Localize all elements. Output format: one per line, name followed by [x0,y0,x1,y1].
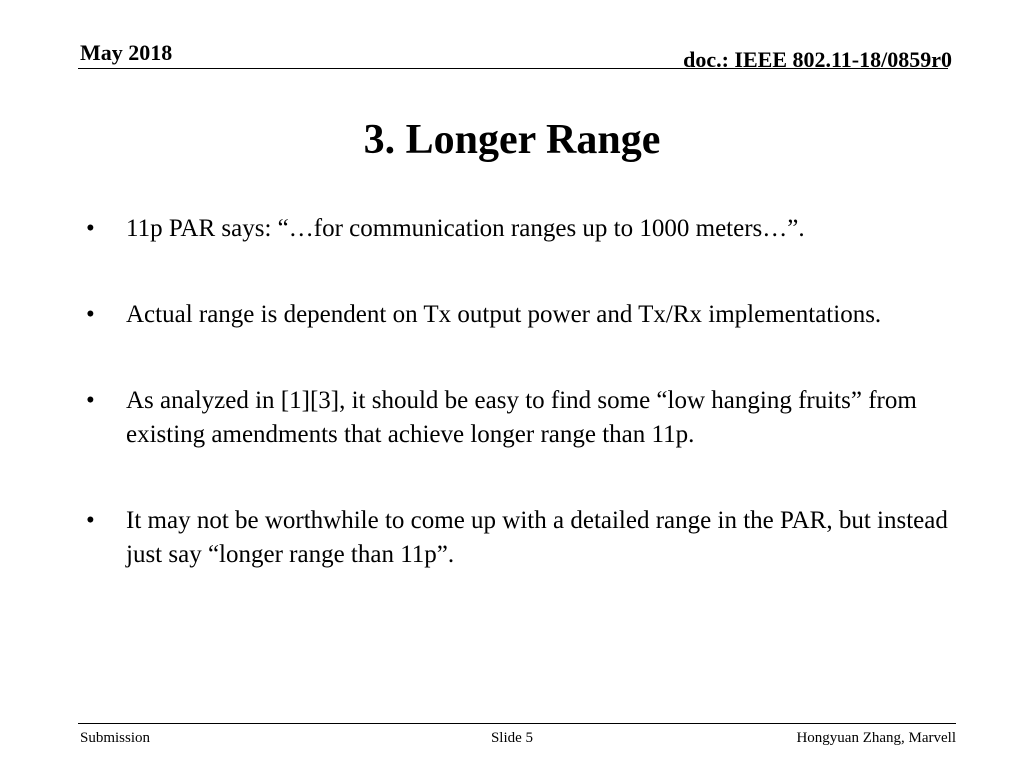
bullet-item [86,298,966,332]
header-date: May 2018 [80,40,173,65]
bullet-marker: • [86,387,95,414]
bullet-item [86,504,966,572]
header-divider [78,68,948,69]
footer-divider [78,723,956,724]
bullet-marker: • [86,215,95,242]
slide-title: 3. Longer Range [363,117,661,163]
header-doc-id: doc.: IEEE 802.11-18/0859r0 [683,47,952,72]
bullet-text: It may not be worthwhile to come up with a detailed range in the PAR, but instead just say “longer range than 11p”. [126,507,948,568]
bullet-text: Actual range is dependent on Tx output power and Tx/Rx implementations. [126,301,882,328]
bullet-marker: • [86,301,95,328]
bullet-item [86,384,966,452]
bullet-text: 11p PAR says: “…for communication ranges up to 1000 meters…”. [126,215,805,242]
bullet-marker: • [86,507,95,534]
bullet-item [86,212,966,246]
footer-author: Hongyuan Zhang, Marvell [796,730,956,746]
bullet-list [86,212,966,572]
footer-slide-number: Slide 5 [490,730,534,746]
bullet-text: As analyzed in [1][3], it should be easy to find some “low hanging fruits” from existing amendments that achieve longer range than 11p. [126,387,917,448]
footer-submission: Submission [80,730,151,746]
